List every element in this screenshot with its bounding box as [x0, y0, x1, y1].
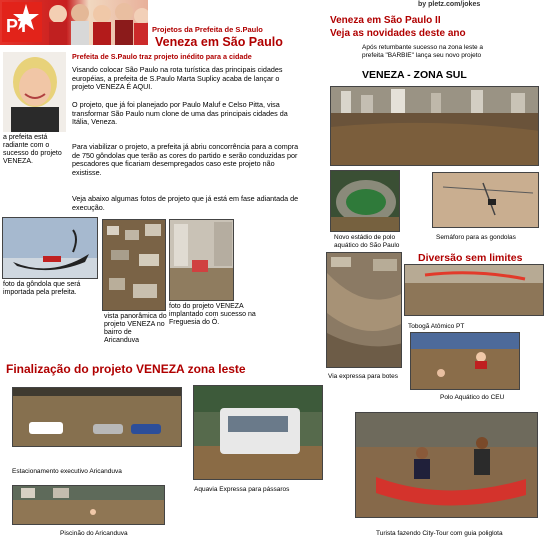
via-expressa-photo: [326, 252, 402, 368]
page-title: Veneza em São Paulo: [155, 35, 283, 49]
truck-photo: [193, 385, 323, 480]
aerial-caption: vista panorâmica do projeto VENEZA no bairro de Aricanduva: [104, 313, 167, 344]
pt-logo: [2, 2, 42, 42]
pt-logo-text: PT: [6, 16, 30, 36]
pool-photo: [12, 485, 165, 525]
right-title: Veneza em São Paulo II: [330, 15, 441, 26]
traffic-light-caption: Semáforo para as gondolas: [436, 234, 516, 241]
portrait-caption: a prefeita está radiante com o sucesso do projeto VENEZA.: [3, 134, 62, 165]
street-caption: foto do projeto VENEZA implantado com sucesso na Freguesia do Ó.: [169, 303, 256, 326]
toboga-photo: [404, 264, 544, 316]
gondola-photo: [2, 217, 98, 279]
parking-photo: [12, 387, 182, 447]
traffic-light-photo: [432, 172, 539, 228]
article-lead: Prefeita de S.Paulo traz projeto inédito para a cidade: [72, 52, 252, 61]
street-flood-photo: [169, 219, 234, 301]
parking-caption: Estacionamento executivo Aricanduva: [12, 468, 122, 475]
stadium-photo: [330, 170, 400, 232]
raft-photo: [355, 412, 538, 518]
diversao-title: Diversão sem limites: [418, 252, 523, 264]
right-intro: Após retumbante sucesso na zona leste a prefeita "BARBIE" lança seu novo projeto: [362, 44, 484, 59]
article-paragraph: O projeto, que já foi planejado por Paulo Maluf e Celso Pitta, visa transformar São Paulo num clone de uma das principais cidades da Itália, Veneza.: [72, 100, 288, 127]
stadium-caption: Novo estádio de polo aquático do São Paulo: [334, 234, 400, 249]
right-subtitle: Veja as novidades deste ano: [330, 28, 466, 39]
article-paragraph: Para viabilizar o projeto, a prefeita já abriu concorrência para a compra de 750 gôndolas que terão as cores do partido e serão conduzidas por pescadores que ficariam desempregados caso este projeto não existisse.: [72, 142, 299, 177]
flooded-city-photo: [330, 86, 539, 166]
header-banner: [0, 0, 148, 45]
people-photos: [44, 0, 148, 45]
polo-photo: [410, 332, 520, 390]
truck-caption: Aquavia Expressa para pássaros: [194, 486, 290, 493]
site-credit: by pletz.com/jokes: [418, 1, 481, 8]
polo-caption: Polo Aquático do CEU: [440, 394, 505, 401]
toboga-caption: Tobogã Atômico PT: [408, 323, 465, 330]
gondola-caption: foto da gôndola que será importada pela prefeita.: [3, 281, 81, 296]
mayor-portrait: [3, 52, 66, 132]
kicker: Projetos da Prefeita de S.Paulo: [152, 25, 263, 34]
pool-caption: Piscinão do Aricanduva: [60, 530, 128, 537]
aerial-flood-photo: [102, 219, 166, 311]
article-paragraph: Veja abaixo algumas fotos de projeto que já está em fase adiantada de execução.: [72, 194, 299, 212]
via-caption: Via expressa para botes: [328, 373, 398, 380]
bottom-title: Finalização do projeto VENEZA zona leste: [6, 362, 246, 376]
section-title: VENEZA - ZONA SUL: [362, 69, 467, 81]
article-paragraph: Visando colocar São Paulo na rota turística das principais cidades européias, a prefeita de S.Paulo Marta Suplicy acaba de lançar o projeto VENEZA É AQUI.: [72, 65, 283, 92]
raft-caption: Turista fazendo City-Tour com guia poliglota: [376, 530, 503, 537]
